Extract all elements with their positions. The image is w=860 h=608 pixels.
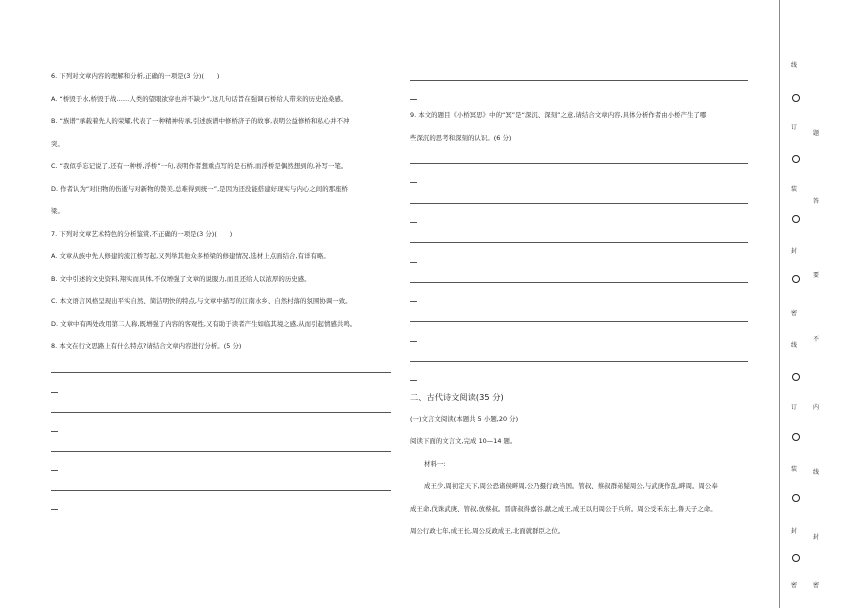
binding-char: 订 xyxy=(790,124,797,131)
question-6-option-b-cont: 突。 xyxy=(51,140,64,148)
binding-char: 题 xyxy=(812,130,819,137)
answer-line-end-mark xyxy=(410,380,417,381)
binding-inner-labels xyxy=(810,0,822,608)
binding-hole-circle xyxy=(792,373,800,381)
question-7-option-c: C. 本文语言风格呈现出平实自然、简洁明快的特点,与文章中描写的江南水乡、自然村落的氛围协调一致。 xyxy=(51,297,352,305)
binding-char: 密 xyxy=(790,582,797,589)
section-2-title: 二、古代诗文阅读(35 分) xyxy=(410,392,504,402)
answer-line xyxy=(51,490,391,491)
binding-hole-circle xyxy=(792,155,800,163)
question-7-option-a: A. 文章从族中先人修建的流江桥写起,又列举其他众多桥梁的修建情况,选材上点面结合,有详有略。 xyxy=(51,252,330,260)
answer-line xyxy=(410,203,748,204)
answer-line-end-mark xyxy=(410,222,417,223)
question-6-option-b: B. “族谱”承载着先人的荣耀,代表了一种精神传承,引述族谱中修桥济子的故事,表明公益修桥和私心并不冲 xyxy=(51,117,350,125)
binding-char: 内 xyxy=(812,404,819,411)
question-9-stem: 9. 本文的题目《小桥冥思》中的“冥”是“深沉、深刻”之意,请结合文章内容,具体分析作者由小桥产生了哪 xyxy=(410,111,707,119)
question-7-stem: 7. 下列对文章艺术特色的分析鉴赏,不正确的一项是(3 分)( ) xyxy=(51,230,233,238)
binding-char: 要 xyxy=(812,272,819,279)
question-6-option-a: A. “桥毁于水,桥毁于战……人类的望眼欲穿也并不缺少”,这几句话旨在强调石桥给人带来的历史沧桑感。 xyxy=(51,95,348,103)
section-2-subtitle: (一)文言文阅读(本题共 5 小题,20 分) xyxy=(410,415,519,423)
binding-hole-circle xyxy=(792,554,800,562)
question-8-stem: 8. 本文在行文思路上有什么特点?请结合文章内容进行分析。(5 分) xyxy=(51,342,242,350)
question-9-stem-cont: 些深沉的思考和深刻的认识。(6 分) xyxy=(410,134,512,142)
binding-char: 订 xyxy=(790,404,797,411)
answer-line xyxy=(410,163,748,164)
binding-hole-circle xyxy=(792,494,800,502)
binding-hole-circle xyxy=(792,94,800,102)
answer-line xyxy=(410,80,748,81)
binding-char: 装 xyxy=(790,186,797,193)
answer-line xyxy=(410,321,748,322)
binding-char: 不 xyxy=(812,336,819,343)
binding-char: 装 xyxy=(790,466,797,473)
answer-line-end-mark xyxy=(410,341,417,342)
question-7-option-d: D. 文章中有两处改用第二人称,既增强了内容的客观性,又有助于读者产生如临其境之感,从而引起情感共鸣。 xyxy=(51,320,357,328)
answer-line xyxy=(51,412,391,413)
passage-line-3: 周公行政七年,成王长,周公反政成王,北面就群臣之位。 xyxy=(410,527,565,535)
binding-char: 封 xyxy=(812,534,819,541)
answer-line xyxy=(51,372,391,373)
section-2-instructions: 阅读下面的文言文,完成 10—14 题。 xyxy=(410,437,517,445)
binding-char: 封 xyxy=(790,248,797,255)
binding-char: 答 xyxy=(812,198,819,205)
question-6-option-d-cont: 梁。 xyxy=(51,207,64,215)
answer-line-end-mark xyxy=(410,182,417,183)
passage-line-2: 成王命,伐诛武庚、管叔,放蔡叔。晋唐叔得嘉谷,献之成王,成王以归周公于兵所。周公受禾东土,鲁天子之命。 xyxy=(410,505,717,513)
passage-line-1: 成王少,周初定天下,周公恐诸侯畔周,公乃摄行政当国。管叔、蔡叔群弟疑周公,与武庚作乱,畔周。周公奉 xyxy=(424,482,718,490)
answer-line-end-mark xyxy=(410,262,417,263)
binding-char: 封 xyxy=(790,528,797,535)
binding-char: 线 xyxy=(790,62,797,69)
answer-line xyxy=(410,282,748,283)
answer-line xyxy=(410,242,748,243)
question-6-stem: 6. 下列对文章内容的理解和分析,正确的一项是(3 分)( ) xyxy=(51,72,220,80)
question-6-option-d: D. 作者认为“对旧物的伤逝与对新物的赞美,总难得到统一”,是因为还没能搭建好现实与内心之间的那座桥 xyxy=(51,185,348,193)
binding-char: 线 xyxy=(790,342,797,349)
answer-line-end-mark xyxy=(410,301,417,302)
answer-line-end-mark xyxy=(51,431,58,432)
answer-line xyxy=(51,451,391,452)
binding-char: 密 xyxy=(812,582,819,589)
answer-line-end-mark xyxy=(51,509,58,510)
binding-char: 线 xyxy=(812,469,819,476)
material-label: 材料一: xyxy=(424,460,446,468)
binding-outer-labels xyxy=(788,0,800,608)
binding-hole-circle xyxy=(792,275,800,283)
answer-line-end-mark xyxy=(51,392,58,393)
answer-line xyxy=(410,361,748,362)
question-6-option-c: C. “我似乎忘记说了,还有一种桥,浮桥”一句,表明作者想重点写的是石桥,而浮桥是偶然想到的,补写一笔。 xyxy=(51,162,348,170)
answer-line-end-mark xyxy=(410,99,417,100)
binding-char: 密 xyxy=(790,310,797,317)
question-7-option-b: B. 文中引述的文史资料,翔实而具体,不仅增强了文章的说服力,而且还给人以浓厚的历史感。 xyxy=(51,275,311,283)
binding-hole-circle xyxy=(792,433,800,441)
binding-hole-circle xyxy=(792,215,800,223)
binding-line xyxy=(779,0,780,608)
answer-line-end-mark xyxy=(51,470,58,471)
